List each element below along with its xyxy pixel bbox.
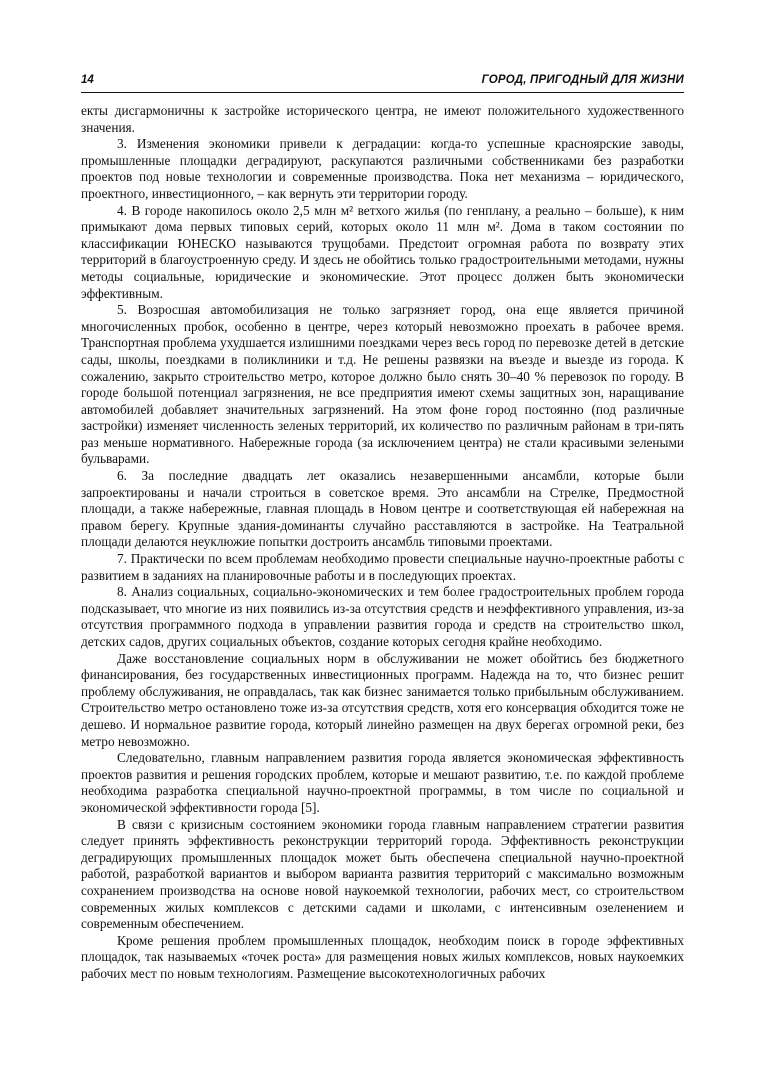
page-header xyxy=(81,73,684,91)
paragraph-6: 6. За последние двадцать лет оказались незавершенными ансамбли, которые были запроектированы и начали строиться в советское время. Это ансамбли на Стрелке, Предмостной площади, а также набережные, главная площадь в Новом центре и соответствующая ей набережная на правом берегу. Крупные здания-доминанты случайно расставляются в застройке. На Театральной площади делаются неуклюжие попытки достроить ансамбль типовыми проектами. xyxy=(81,468,684,550)
paragraph-4: 4. В городе накопилось около 2,5 млн м² ветхого жилья (по генплану, а реально – больше), к ним примыкают дома первых типовых серий, которых около 11 млн м². Дома в таком состоянии по классификации ЮНЕСКО называются трущобами. Предстоит огромная работа по возврату этих территорий в благоустроенную среду. И здесь не обойтись только градостроительными методами, нужны методы социальные, юридические и экономические. Этот процесс должен быть экономически эффективным. xyxy=(81,202,684,301)
paragraph-7: 7. Практически по всем проблемам необходимо провести специальные научно-проектные работы с развитием в заданиях на планировочные работы и в последующих проектах. xyxy=(81,551,684,583)
paragraph-growth-points: Кроме решения проблем промышленных площадок, необходим поиск в городе эффективных площадок, так называемых «точек роста» для размещения новых жилых комплексов, новых наукоемких рабочих мест по новым технологиям. Размещение высокотехнологичных рабочих xyxy=(81,932,684,981)
body-text xyxy=(81,103,684,982)
paragraph-5: 5. Возросшая автомобилизация не только загрязняет город, она еще является причиной многочисленных пробок, особенно в центре, через который невозможно проехать в рабочее время. Транспортная проблема ухудшается излишними поездками через весь город по перевозке детей в детские сады, школы, поездками в поликлиники и т.д. Не решены развязки на въезде и выезде из города. К сожалению, закрыто строительство метро, которое должно было снять 30–40 % перевозок по городу. В городе большой потенциал загрязнения, не все предприятия имеют схемы защитных зон, наращивание автомобилей добавляет значительных загрязнений. На этом фоне город постоянно (под различные застройки) изменяет численность зеленых территорий, их количество по различным районам в три-пять раз меньше нормативного. Набережные города (за исключением центра) не стали красивыми зелеными бульварами. xyxy=(81,302,684,467)
paragraph-economic-efficiency: Следовательно, главным направлением развития города является экономическая эффективность проектов развития и решения городских проблем, которые и мешают развитию, т.е. по каждой проблеме необходима разработка специальной научно-проектной программы, в том числе по социальной и экономической эффективности города [5]. xyxy=(81,750,684,815)
paragraph-continuation: екты дисгармоничны к застройке исторического центра, не имеют положительного художественного значения. xyxy=(81,103,684,135)
paragraph-8: 8. Анализ социальных, социально-экономических и тем более градостроительных проблем города подсказывает, что многие из них появились из-за отсутствия средств и неэффективного управления, из-за отсутствия программного подхода в управлении развития города и средств на строительство школ, детских садов, других социальных объектов, создание которых сегодня крайне необходимо. xyxy=(81,584,684,649)
running-title: ГОРОД, ПРИГОДНЫЙ ДЛЯ ЖИЗНИ xyxy=(481,74,684,86)
header-rule xyxy=(81,92,684,93)
paragraph-social-norms: Даже восстановление социальных норм в обслуживании не может обойтись без бюджетного финансирования, без государственных инвестиционных программ. Надежда на то, что бизнес решит проблему обслуживания, не оправдалась, так как бизнес занимается только прибыльным обслуживанием. Строительство метро остановлено тоже из-за отсутствия средств, хотя его консервация обходится тоже не дешево. И нормальное развитие города, который линейно размещен на двух берегах огромной реки, без метро невозможно. xyxy=(81,650,684,749)
paragraph-crisis-strategy: В связи с кризисным состоянием экономики города главным направлением стратегии развития следует принять эффективность реконструкции территорий города. Эффективность реконструкции деградирующих промышленных площадок может быть обеспечена специальной научно-проектной работой, разработкой вариантов и выбором варианта развития территорий с максимально возможным сохранением производства на основе новой наукоемкой технологии, рабочих мест, со строительством современных жилых комплексов с детскими садами и школами, с интенсивным озеленением и современным обеспечением. xyxy=(81,816,684,932)
paragraph-3: 3. Изменения экономики привели к деградации: когда-то успешные красноярские заводы, промышленные площадки деградируют, раскупаются различными собственниками без разработки проектов под новые технологии и современные производства. Пока нет механизма – юридического, проектного, инвестиционного, – как вернуть эти территории городу. xyxy=(81,136,684,201)
page-number: 14 xyxy=(81,74,94,86)
